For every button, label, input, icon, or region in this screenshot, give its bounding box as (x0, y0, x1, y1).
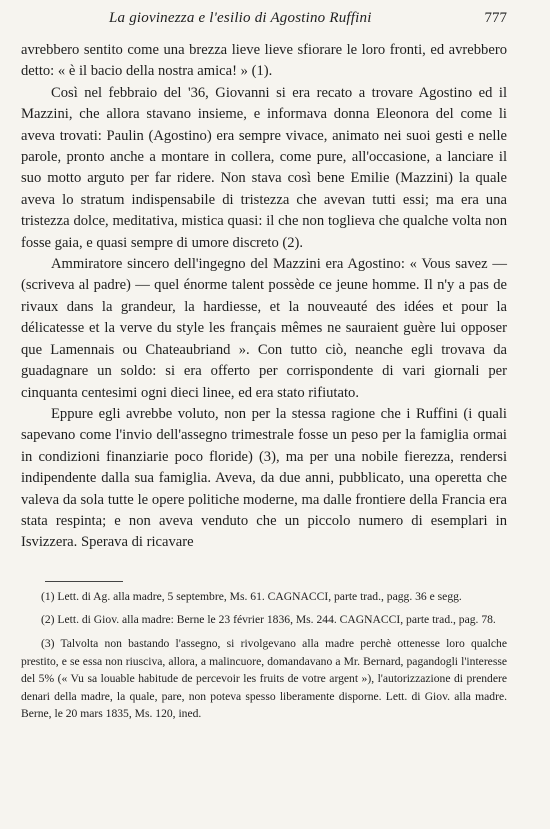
footnote: (3) Talvolta non bastando l'assegno, si rivolgevano alla madre perchè ottenesse loro qualche prestito, e se essa non riusciva, allora, a malincuore, domandavano a Mr. Bernard, pagandogli l'interesse del 5% (« Vu sa louable habitude de percevoir les fruits de votre argent »), l'autorizzazione di prendere denari della madre, la quale, pare, non poteva spesso liberamente disporne. Lett. di Giov. alla madre. Berne, le 20 mars 1835, Ms. 120, ined. (21, 636, 507, 721)
paragraph: Eppure egli avrebbe voluto, non per la stessa ragione che i Ruffini (i quali sapevano come l'invio dell'assegno trimestrale fosse un peso per la famiglia ormai in condizioni finanziarie poco floride) (3), ma per una nobile fierezza, rendersi indipendente dalla sua famiglia. Aveva, da due anni, pubblicato, una operetta che valeva da sola tutte le opere politiche moderne, ma dalle frontiere della Francia era stata respinta; e non aveva venduto che un piccolo numero di esemplari in Isvizzera. Sperava di ricavare (21, 405, 507, 551)
page-number: 777 (484, 10, 507, 26)
running-title: La giovinezza e l'esilio di Agostino Ruffini (109, 10, 372, 26)
paragraph: Così nel febbraio del '36, Giovanni si era recato a trovare Agostino ed il Mazzini, che allora stavano insieme, e informava donna Eleonora del come li aveva trovati: Paulin (Agostino) era sempre vivace, animato nei suoi gesti e nelle parole, pronto anche a montare in collera, come pure, all'occasione, a lanciare il suo motto arguto per far ridere. Non stava così bene Emilie (Mazzini) la quale aveva lo stratum indispensabile di tristezza che avevan tutti essi; ma era una tristezza dolce, meditativa, mistica quasi: il che non toglieva che qualche volta non fosse gaia, e quasi sempre di umore discreto (2). (21, 84, 507, 251)
body-text (21, 40, 507, 554)
paragraph: avrebbero sentito come una brezza lieve lieve sfiorare le loro fronti, ed avrebbero detto: « è il bacio della nostra amica! » (1). (21, 42, 507, 80)
footnote: (2) Lett. di Giov. alla madre: Berne le 23 février 1836, Ms. 244. CAGNACCI, parte trad., pag. 78. (41, 613, 496, 627)
footnote-rule (45, 581, 123, 582)
footnote: (1) Lett. di Ag. alla madre, 5 septembre, Ms. 61. CAGNACCI, parte trad., pagg. 36 e segg. (41, 589, 462, 603)
paragraph: Ammiratore sincero dell'ingegno del Mazzini era Agostino: « Vous savez — (scriveva al padre) — quel énorme talent possède ce jeune homme. Il n'y a pas de rivaux dans la grandeur, la hardiesse, et la nouveauté des idées et pour la délicatesse et la verve du style les français mêmes ne sauraient guère lui opposer que Lamennais ou Chateaubriand ». Con tutto ciò, neanche egli trovava da guadagnare un soldo: si era offerto per corrispondente di vari giornali per cinquanta centesimi ogni dieci linee, ed era stato rifiutato. (21, 256, 507, 401)
footnotes (21, 588, 507, 723)
running-head (21, 10, 507, 40)
